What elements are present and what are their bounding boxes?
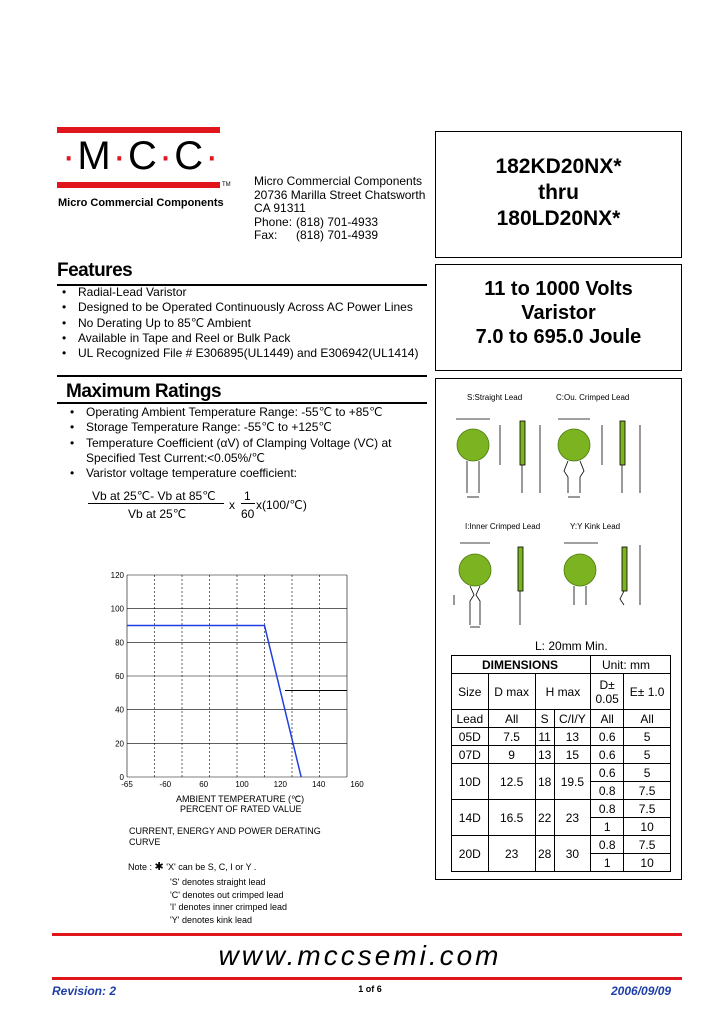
page-number: 1 of 6	[358, 984, 382, 994]
table-row: 10D 12.5 18 19.5 0.6 5	[452, 764, 671, 782]
notes-sub	[170, 876, 287, 926]
x-tick-label: 120	[273, 780, 288, 789]
features-title: Features	[57, 260, 133, 281]
derating-chart	[95, 565, 365, 805]
logo-bottom-bar	[57, 182, 220, 188]
note-line: 'I' denotes inner crimped lead	[170, 902, 288, 912]
straight-lead-drawing	[456, 419, 540, 497]
revision-label: Revision: 2	[52, 984, 117, 998]
formula-fraction-line	[88, 503, 224, 504]
header-dmax: D max	[488, 674, 535, 710]
part-number-end: 180LD20NX*	[496, 207, 621, 230]
x-tick-label: -60	[159, 780, 172, 789]
kink-lead-label: Y:Y Kink Lead	[570, 522, 621, 531]
footer-red-line-bottom	[52, 977, 682, 980]
formula-one: 1	[244, 489, 251, 503]
ratings-divider	[57, 402, 427, 404]
lead-length-note: L: 20mm Min.	[535, 639, 608, 653]
feature-item: • Available in Tape and Reel or Bulk Pack	[58, 331, 418, 346]
feature-item: • Radial-Lead Varistor	[58, 285, 418, 300]
dimensions-table	[451, 655, 671, 872]
y-tick-label: 120	[110, 571, 124, 580]
table-row: 1 10	[452, 854, 671, 872]
chart-grid	[127, 575, 347, 777]
star-icon: ✱	[154, 861, 164, 873]
notes-block	[128, 861, 256, 874]
formula-times: x	[229, 498, 235, 512]
y-tick-label: 40	[115, 705, 124, 715]
part-number-thru: thru	[538, 181, 579, 204]
out-crimped-lead-drawing	[558, 419, 640, 497]
logo-top-bar	[57, 127, 220, 133]
footer-red-line	[52, 933, 682, 936]
chart-x-axis-label: AMBIENT TEMPERATURE (℃)	[176, 794, 305, 804]
formula-sixty: 60	[241, 507, 255, 521]
part-number-box	[435, 131, 682, 258]
x-tick-label: 140	[311, 780, 326, 789]
table-row: 0.8 7.5	[452, 782, 671, 800]
logo: ·M·C·C·	[62, 134, 221, 178]
dimensions-title: DIMENSIONS	[452, 656, 591, 674]
note-line: 'C' denotes out crimped lead	[170, 889, 284, 900]
formula-tail: x(100/℃)	[256, 498, 307, 512]
header-all: All	[591, 710, 624, 728]
part-number-start: 182KD20NX*	[495, 155, 622, 178]
address-block: Micro Commercial Components 20736 Marilla Street Chatsworth CA 91311 Phone: (818) 701-4933 Fax: (818) 701-4939	[254, 174, 426, 242]
y-tick-label: 80	[115, 638, 124, 648]
x-tick-label: 100	[235, 780, 249, 789]
table-row: 07D 9 13 15 0.6 5	[452, 746, 671, 764]
rating-item: • Temperature Coefficient (αV) of Clamping Voltage (VC) at Specified Test Current:<0.05%/℃	[66, 436, 406, 467]
table-row: 14D 16.5 22 23 0.8 7.5	[452, 800, 671, 818]
header-lead: Lead	[452, 710, 489, 728]
header-dtol: D± 0.05	[591, 674, 624, 710]
rating-box	[435, 264, 682, 371]
feature-item: • UL Recognized File # E306895(UL1449) and E306942(UL1414)	[58, 346, 418, 361]
x-tick-label: 160	[350, 780, 364, 789]
header-etol: E± 1.0	[624, 674, 671, 710]
y-tick-label: 0	[119, 773, 124, 782]
chart-title: CURRENT, ENERGY AND POWER DERATING CURVE	[129, 826, 321, 847]
straight-lead-label: S:Straight Lead	[467, 393, 523, 402]
features-list	[58, 285, 418, 361]
rating-item: • Storage Temperature Range: -55℃ to +125℃	[66, 420, 406, 435]
feature-item: • No Derating Up to 85℃ Ambient	[58, 316, 418, 331]
header-all: All	[624, 710, 671, 728]
rating-item: • Operating Ambient Temperature Range: -55℃ to +85℃	[66, 405, 406, 420]
note-line: 'Y' denotes kink lead	[170, 914, 252, 925]
max-ratings-title: Maximum Ratings	[66, 381, 222, 402]
header-s: S	[535, 710, 554, 728]
product-type: Varistor	[521, 302, 596, 324]
ratings-top-divider	[57, 375, 427, 377]
note-line: 'X' can be S, C, I or Y .	[166, 862, 257, 872]
inner-crimped-lead-drawing	[454, 543, 523, 627]
voltage-range: 11 to 1000 Volts	[484, 278, 633, 300]
chart-dash-marker	[285, 690, 347, 691]
header-all: All	[488, 710, 535, 728]
y-tick-label: 60	[115, 672, 124, 681]
chart-x-tick-labels	[121, 780, 364, 789]
note-prefix: Note :	[128, 862, 153, 872]
x-tick-label: -65	[121, 780, 133, 789]
x-tick-label: 60	[199, 780, 209, 789]
energy-range: 7.0 to 695.0 Joule	[475, 326, 642, 348]
formula-numerator: Vb at 25℃- Vb at 85℃	[92, 489, 216, 503]
table-row: 1 10	[452, 818, 671, 836]
header-hmax: H max	[535, 674, 591, 710]
rating-item: • Varistor voltage temperature coefficient:	[66, 466, 406, 481]
varistor-drawings	[440, 405, 675, 635]
y-tick-label: 20	[115, 739, 124, 749]
inner-crimped-lead-label: I:Inner Crimped Lead	[465, 522, 541, 531]
logo-company-name: Micro Commercial Components	[58, 197, 224, 209]
table-row: 20D 23 28 30 0.8 7.5	[452, 836, 671, 854]
formula-fraction-line-2	[241, 503, 255, 504]
formula-denominator: Vb at 25℃	[128, 507, 187, 521]
chart-y-axis-label: PERCENT OF RATED VALUE	[180, 804, 302, 814]
ratings-list	[66, 405, 406, 481]
header-size: Size	[452, 674, 489, 710]
y-tick-label: 100	[110, 604, 124, 614]
table-row: 05D 7.5 11 13 0.6 5	[452, 728, 671, 746]
derating-curve	[127, 626, 301, 778]
out-crimped-lead-label: C:Ou. Crimped Lead	[556, 393, 630, 402]
chart-y-tick-labels	[111, 571, 125, 782]
header-ciy: C/I/Y	[554, 710, 591, 728]
dimensions-unit: Unit: mm	[591, 656, 671, 674]
trademark: TM	[222, 182, 231, 188]
website-link[interactable]: www.mccsemi.com	[218, 940, 502, 971]
note-line: 'S' denotes straight lead	[170, 877, 266, 887]
feature-item: • Designed to be Operated Continuously Across AC Power Lines	[58, 300, 418, 315]
kink-lead-drawing	[564, 543, 640, 605]
revision-date: 2006/09/09	[611, 984, 672, 998]
